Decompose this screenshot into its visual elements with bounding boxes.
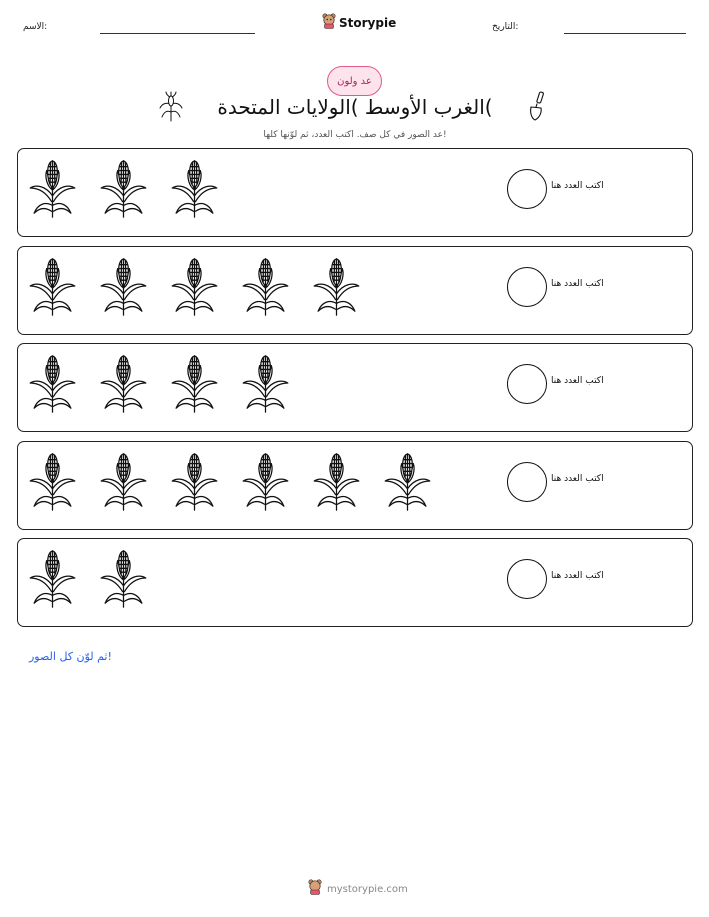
counting-row [17,538,693,627]
corn-plant-icon [170,157,219,219]
corn-group [28,157,219,219]
answer-circle[interactable] [507,267,547,307]
site-footer [308,879,408,899]
corn-plant-icon [312,450,361,512]
corn-plant-icon [28,547,77,609]
date-line[interactable] [564,33,686,34]
corn-plant-icon [99,352,148,414]
counting-row [17,246,693,335]
name-label: الاسم: [23,22,48,32]
corn-plant-icon [241,255,290,317]
corn-plant-icon [28,352,77,414]
corn-plant-icon [158,90,184,126]
answer-circle[interactable] [507,559,547,599]
corn-plant-icon [28,450,77,512]
page-title: الغرب الأوسط )الولايات المتحدة( [217,95,493,119]
corn-group [28,352,290,414]
storypie-bear-icon [308,879,322,899]
answer-circle[interactable] [507,169,547,209]
answer-circle[interactable] [507,364,547,404]
corn-plant-icon [99,157,148,219]
corn-group [28,450,432,512]
corn-plant-icon [28,157,77,219]
corn-plant-icon [99,255,148,317]
corn-plant-icon [28,255,77,317]
answer-label: اكتب العدد هنا [551,571,604,581]
garden-trowel-icon [526,90,548,126]
answer-label: اكتب العدد هنا [551,279,604,289]
instructions: عد الصور في كل صف. اكتب العدد، ثم لوّنها كلها! [263,130,447,140]
name-line[interactable] [100,33,255,34]
count-and-color-badge: عد ولون [327,66,382,96]
answer-label: اكتب العدد هنا [551,181,604,191]
corn-plant-icon [170,255,219,317]
corn-plant-icon [383,450,432,512]
answer-label: اكتب العدد هنا [551,474,604,484]
corn-plant-icon [170,352,219,414]
answer-label: اكتب العدد هنا [551,376,604,386]
storypie-bear-icon [322,13,336,33]
corn-plant-icon [99,450,148,512]
corn-plant-icon [170,450,219,512]
corn-plant-icon [241,450,290,512]
date-label: التاريخ: [492,22,519,32]
footer-note: ثم لوّن كل الصور! [29,650,112,663]
site-url: mystorypie.com [327,883,408,895]
corn-plant-icon [312,255,361,317]
answer-circle[interactable] [507,462,547,502]
corn-group [28,547,148,609]
counting-row [17,441,693,530]
corn-plant-icon [99,547,148,609]
brand-logo [322,13,396,33]
counting-row [17,148,693,237]
corn-group [28,255,361,317]
counting-row [17,343,693,432]
corn-plant-icon [241,352,290,414]
brand-name: Storypie [339,16,397,30]
